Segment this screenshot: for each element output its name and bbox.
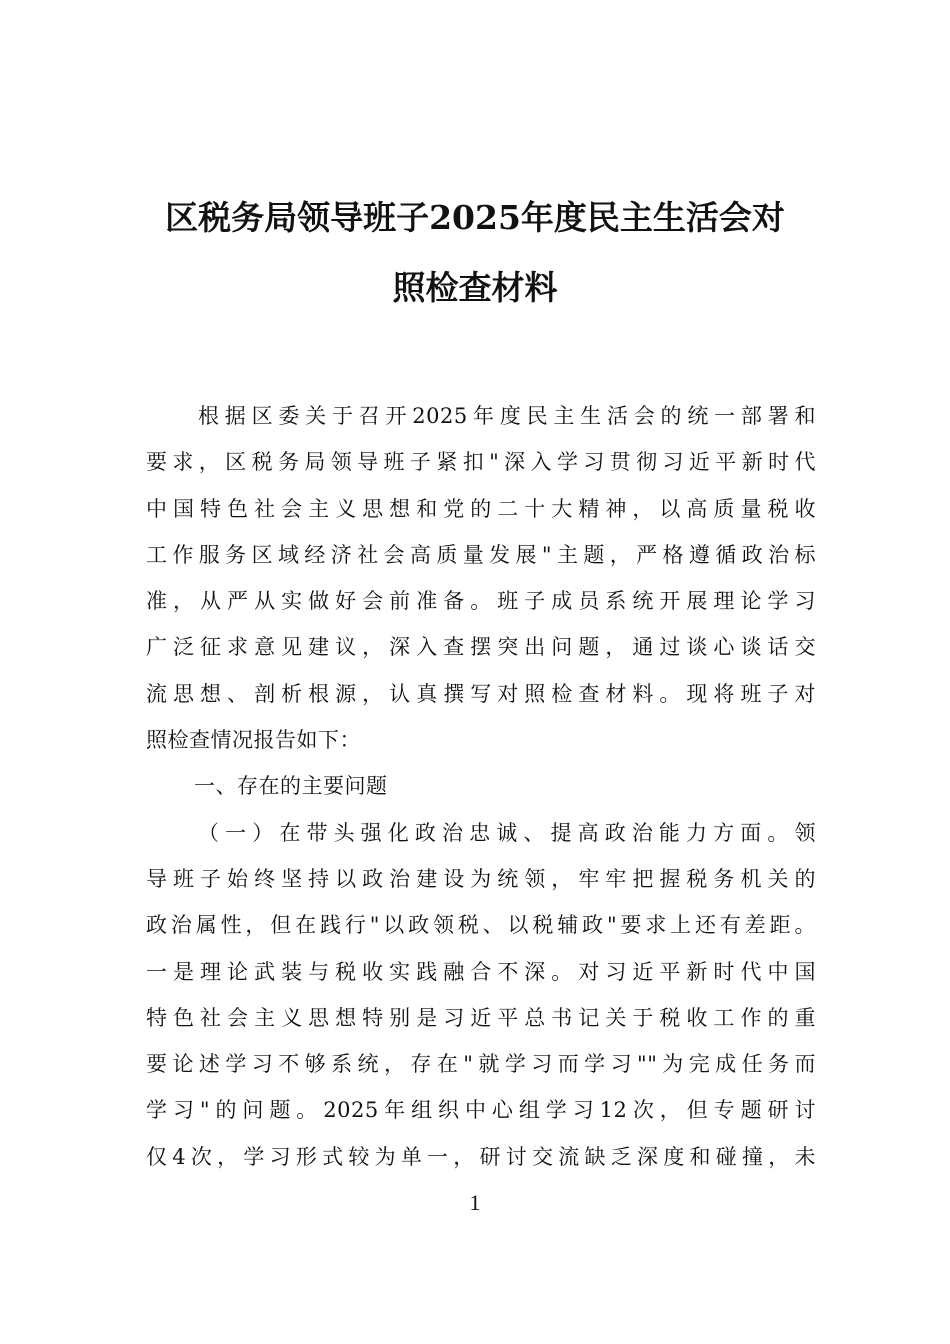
document-body: [146, 393, 816, 1180]
body-line-5: 准，从严从实做好会前准备。班子成员系统开展理论学习: [146, 589, 816, 614]
body-line-13: 一是理论武装与税收实践融合不深。对习近平新时代中国: [146, 959, 816, 984]
body-line-11: 导班子始终坚持以政治建设为统领，牢牢把握税务机关的: [146, 866, 816, 891]
body-line-16: 学习"的问题。2025年组织中心组学习12次，但专题研讨: [146, 1098, 816, 1123]
body-line-12: 政治属性，但在践行"以政领税、以税辅政"要求上还有差距。: [146, 913, 816, 938]
body-line-4: 工作服务区域经济社会高质量发展"主题，严格遵循政治标: [146, 542, 816, 567]
body-line-6: 广泛征求意见建议，深入查摆突出问题，通过谈心谈话交: [146, 635, 816, 660]
body-line-10: （一）在带头强化政治忠诚、提高政治能力方面。领: [198, 820, 816, 845]
body-line-2: 要求，区税务局领导班子紧扣"深入学习贯彻习近平新时代: [146, 450, 816, 475]
body-line-15: 要论述学习不够系统，存在"就学习而学习""为完成任务而: [146, 1052, 816, 1077]
page-number: 1: [469, 1190, 481, 1215]
body-line-14: 特色社会主义思想特别是习近平总书记关于税收工作的重: [146, 1005, 816, 1030]
document-title-line-2: 照检查材料: [392, 268, 558, 307]
body-line-8: 照检查情况报告如下：: [146, 728, 361, 753]
body-line-17: 仅4次，学习形式较为单一，研讨交流缺乏深度和碰撞，未: [146, 1144, 816, 1169]
section-heading: 一、存在的主要问题: [194, 774, 388, 799]
body-line-7: 流思想、剖析根源，认真撰写对照检查材料。现将班子对: [146, 681, 816, 706]
body-line-1: 根据区委关于召开2025年度民主生活会的统一部署和: [198, 404, 816, 428]
document-title-line-1: 区税务局领导班子2025年度民主生活会对: [165, 198, 785, 237]
body-line-3: 中国特色社会主义思想和党的二十大精神，以高质量税收: [146, 496, 816, 521]
